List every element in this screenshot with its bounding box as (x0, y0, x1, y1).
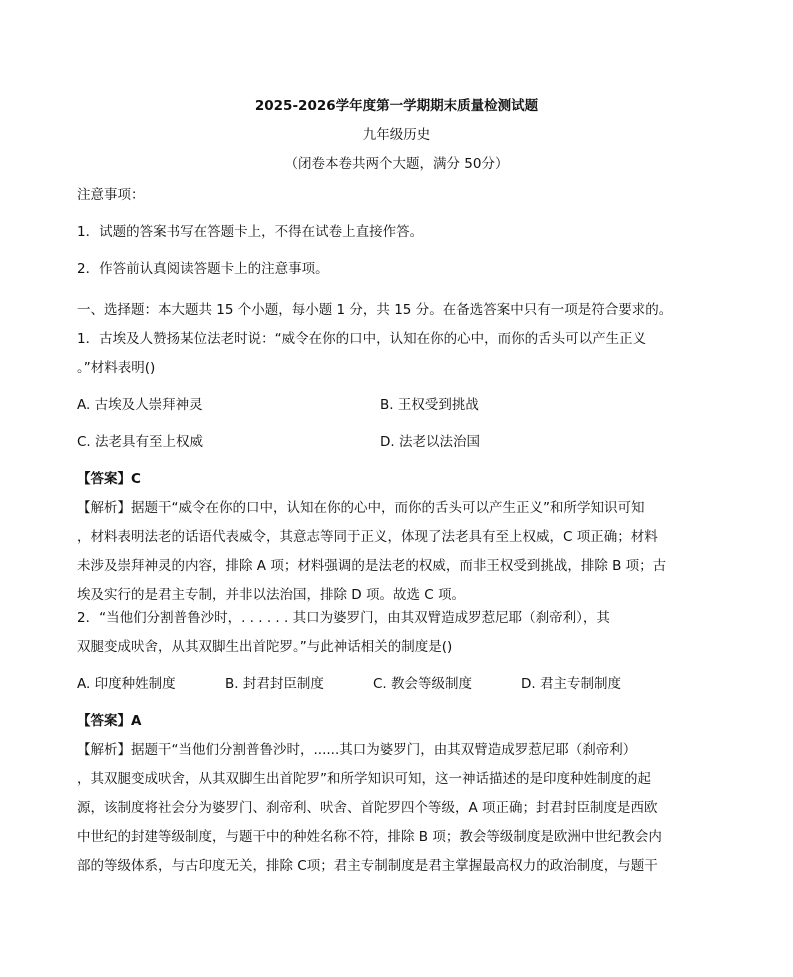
section-intro: 一、选择题：本大题共 15 个小题，每小题 1 分，共 15 分。在备选答案中只有一项是符合要求的。 (77, 302, 673, 318)
q2-option-d: D. 君主专制制度 (521, 676, 621, 692)
q1-options-row (77, 396, 683, 415)
notice-item: 2．作答前认真阅读答题卡上的注意事项。 (77, 261, 329, 277)
q1-analysis-line: ，材料表明法老的话语代表威令，其意志等同于正义，体现了法老具有至上权威，C 项正确；材料 (77, 529, 658, 545)
exam-note: （闭卷本卷共两个大题，满分 50分） (284, 156, 509, 172)
q1-options-row (77, 433, 683, 452)
q2-option-a: A. 印度种姓制度 (77, 676, 176, 692)
q1-analysis-line: 【解析】据题干“威令在你的口中，认知在你的心中，而你的舌头可以产生正义”和所学知识可知 (77, 500, 645, 516)
q2-option-c: C. 教会等级制度 (373, 676, 473, 692)
q2-stem-line: 2．“当他们分割普鲁沙时，. . . . . . 其口为婆罗门，由其双臂造成罗惹尼耶（刹帝利），其 (77, 610, 610, 626)
q1-analysis-line: 未涉及崇拜神灵的内容，排除 A 项；材料强调的是法老的权威，而非王权受到挑战，排除 B 项；古 (77, 558, 667, 574)
q1-option-d: D. 法老以法治国 (380, 434, 480, 450)
q2-answer: 【答案】A (77, 713, 142, 729)
q1-stem-line: 。”材料表明() (77, 360, 156, 376)
q2-option-b: B. 封君封臣制度 (225, 676, 324, 692)
exam-title: 2025-2026学年度第一学期期末质量检测试题 (254, 98, 539, 114)
notice-item: 1．试题的答案书写在答题卡上，不得在试卷上直接作答。 (77, 224, 424, 240)
exam-body (77, 186, 683, 876)
q1-option-c: C. 法老具有至上权威 (77, 434, 204, 450)
q2-analysis-line: 中世纪的封建等级制度，与题干中的种姓名称不符，排除 B 项；教会等级制度是欧洲中世纪教会内 (77, 829, 662, 845)
q2-analysis-line: 【解析】据题干“当他们分割普鲁沙时，......其口为婆罗门，由其双臂造成罗惹尼耶（刹帝利） (77, 742, 637, 758)
q1-option-b: B. 王权受到挑战 (380, 397, 479, 413)
exam-subject: 九年级历史 (362, 127, 431, 143)
q2-analysis-line: ，其双腿变成吠舍，从其双脚生出首陀罗”和所学知识可知，这一神话描述的是印度种姓制度的起 (77, 771, 651, 787)
notice-heading: 注意事项： (77, 187, 145, 203)
q1-analysis-line: 埃及实行的是君主专制，并非以法治国，排除 D 项。故选 C 项。 (77, 587, 465, 603)
exam-header (0, 96, 793, 183)
q2-options-row (77, 675, 683, 694)
q2-analysis-line: 源，该制度将社会分为婆罗门、刹帝利、吠舍、首陀罗四个等级，A 项正确；封君封臣制度是西欧 (77, 800, 658, 816)
q2-stem-line: 双腿变成吠舍，从其双脚生出首陀罗。”与此神话相关的制度是() (77, 639, 453, 655)
q1-stem-line: 1．古埃及人赞扬某位法老时说：“威令在你的口中，认知在你的心中，而你的舌头可以产生正义 (77, 331, 647, 347)
q2-analysis-line: 部的等级体系，与古印度无关，排除 C项；君主专制制度是君主掌握最高权力的政治制度，与题干 (77, 858, 658, 874)
q1-answer: 【答案】C (77, 471, 141, 487)
q1-option-a: A. 古埃及人崇拜神灵 (77, 397, 203, 413)
